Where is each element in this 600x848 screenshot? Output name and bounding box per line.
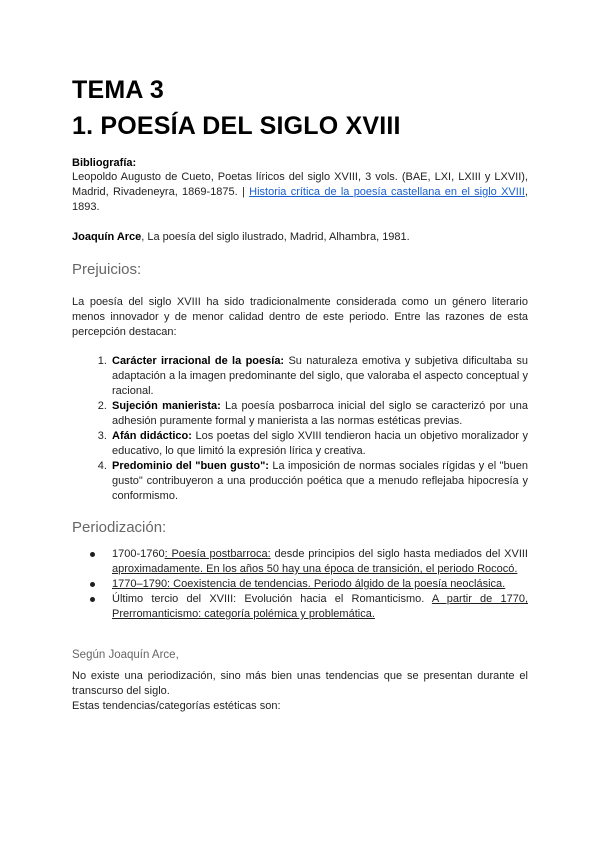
period-dates: 1700-1760	[112, 548, 165, 560]
bullet-icon	[90, 597, 95, 602]
list-item-text: Los poetas del siglo XVIII tendieron hacia un objetivo moralizador y educativo, lo que limitó la expresión lírica y creativa.	[112, 430, 528, 457]
list-item	[110, 577, 528, 592]
prejuicios-list	[72, 354, 528, 504]
list-item-title: Carácter irracional de la poesía:	[112, 355, 285, 367]
list-item	[110, 399, 528, 429]
bibliography-year: , 1893.	[72, 186, 528, 213]
topic-heading: TEMA 3	[72, 76, 164, 104]
period-label: : Poesía postbarroca:	[164, 548, 271, 560]
bibliography-link[interactable]: Historia crítica de la poesía castellana en el siglo XVIII	[249, 186, 525, 198]
list-item	[110, 592, 528, 622]
list-item	[110, 547, 528, 577]
period-text: desde principios del siglo hasta mediados del XVIII	[270, 548, 528, 560]
list-item-text: Su naturaleza emotiva y subjetiva dificultaba su adaptación a la imagen predominante del siglo, que valoraba el aspecto conceptual y racional.	[112, 355, 528, 397]
prejuicios-intro: La poesía del siglo XVIII ha sido tradicionalmente considerada como un género literario menos innovador y de menor calidad dentro de este periodo. Entre las razones de esta percepción destacan:	[72, 296, 528, 338]
arce-reference	[72, 230, 528, 245]
arce-author: Joaquín Arce	[72, 231, 142, 243]
segun-arce-heading: Según Joaquín Arce,	[72, 649, 179, 661]
bibliography-citation: Leopoldo Augusto de Cueto, Poetas líricos del siglo XVIII, 3 vols. (BAE, LXI, LXIII y LXVII), Madrid, Rivadeneyra, 1869-1875. |	[72, 171, 528, 198]
bullet-icon	[90, 582, 95, 587]
bibliography-text	[72, 170, 528, 215]
list-item-title: Predominio del "buen gusto":	[112, 460, 269, 472]
period-text: Último tercio del XVIII: Evolución hacia el Romanticismo.	[112, 593, 432, 605]
document-content	[72, 72, 528, 714]
list-item	[110, 459, 528, 504]
segun-paragraph: No existe una periodización, sino más bien unas tendencias que se presentan durante el transcurso del siglo.	[72, 670, 528, 697]
arce-citation: , La poesía del siglo ilustrado, Madrid, Alhambra, 1981.	[141, 231, 410, 243]
list-item	[110, 429, 528, 459]
bibliography-label: Bibliografía:	[72, 157, 137, 169]
periodizacion-list	[72, 547, 528, 622]
segun-tendencias: Estas tendencias/categorías estéticas son:	[72, 700, 281, 712]
list-item-text: La poesía posbarroca inicial del siglo se caracterizó por una adhesión puramente formal y manierista a las normas estéticas previas.	[112, 400, 528, 427]
prejuicios-heading: Prejuicios:	[72, 261, 142, 278]
list-item-title: Afán didáctico:	[112, 430, 192, 442]
page-title: 1. POESÍA DEL SIGLO XVIII	[72, 112, 401, 140]
periodizacion-heading: Periodización:	[72, 519, 167, 536]
bullet-icon	[90, 552, 95, 557]
period-note: aproximadamente. En los años 50 hay una época de transición, el periodo Rococó.	[112, 563, 518, 575]
period-text: 1770–1790: Coexistencia de tendencias. Periodo álgido de la poesía neoclásica.	[112, 578, 506, 590]
list-item-text: La imposición de normas sociales rígidas y el "buen gusto" contribuyeron a una producción poética que a menudo reflejaba hipocresía y conformismo.	[112, 460, 528, 502]
list-item-title: Sujeción manierista:	[112, 400, 221, 412]
list-item	[110, 354, 528, 399]
period-note: A partir de 1770, Prerromanticismo: categoría polémica y problemática.	[112, 593, 529, 620]
